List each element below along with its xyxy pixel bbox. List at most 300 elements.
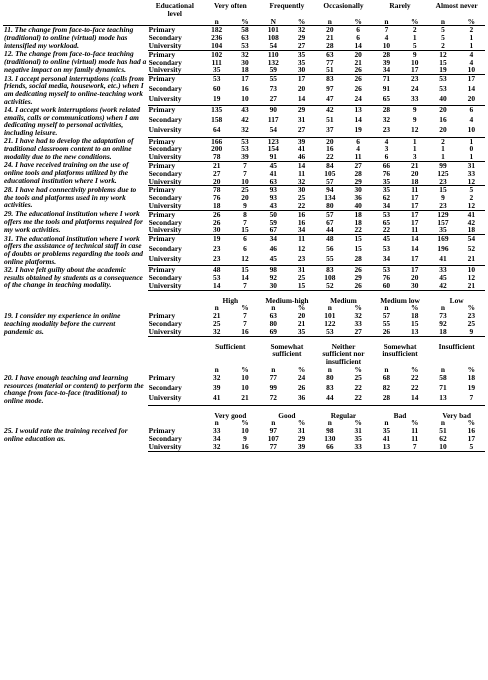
value-cell: 62 <box>382 193 391 203</box>
value-cell: 64 <box>202 126 231 137</box>
value-cell: 27 <box>259 95 288 106</box>
value-cell: 6 <box>372 153 401 161</box>
value-cell: 130 <box>324 433 336 443</box>
value-cell: 53 <box>439 74 447 84</box>
value-cell: 200 <box>211 144 223 154</box>
value-cell: 157 <box>437 217 449 227</box>
value-cell: 10 <box>372 42 401 50</box>
block-category: Very good <box>214 410 247 420</box>
header-sub: n <box>384 418 389 428</box>
value-cell: 7 <box>458 394 485 405</box>
value-cell: 11 <box>401 226 428 234</box>
value-cell: 7 <box>243 311 247 321</box>
value-cell: 236 <box>211 33 223 43</box>
header-empty <box>3 412 148 420</box>
value-cell: 57 <box>326 209 334 219</box>
header-sub: % <box>467 365 476 375</box>
level-label: Secondary <box>148 217 182 227</box>
level-label: Secondary <box>148 244 182 254</box>
value-cell: 57 <box>315 178 344 186</box>
block-category: Neither sufficient nor insufficient <box>322 341 365 367</box>
level-label: Secondary <box>148 144 182 154</box>
header-sub: % <box>354 418 362 428</box>
value-cell: 1 <box>458 153 485 161</box>
value-cell: 10 <box>241 426 249 436</box>
value-cell: 6 <box>356 33 360 43</box>
value-cell: 2 <box>412 25 417 35</box>
value-cell: 7 <box>401 443 428 451</box>
value-cell: 56 <box>326 244 334 254</box>
value-cell: 33 <box>467 168 476 178</box>
value-cell: 21 <box>411 160 419 170</box>
value-cell: 7 <box>384 25 389 35</box>
value-cell: 1 <box>469 136 474 146</box>
block-category: Somewhat sufficient <box>270 341 304 359</box>
level-label: Primary <box>148 265 176 275</box>
value-cell: 14 <box>297 160 306 170</box>
value-cell: 28 <box>382 105 391 115</box>
header-sub: % <box>288 18 315 26</box>
value-cell: 16 <box>297 217 306 227</box>
value-cell: 54 <box>259 42 288 50</box>
value-cell: 39 <box>288 443 315 451</box>
header-sub: n <box>428 18 457 26</box>
header-sub: n <box>202 18 231 26</box>
value-cell: 16 <box>439 115 447 125</box>
value-cell: 17 <box>401 202 428 210</box>
table-row <box>3 2 485 18</box>
value-cell: 59 <box>259 66 288 74</box>
value-cell: 28 <box>354 168 362 178</box>
level-label: Secondary <box>148 168 182 178</box>
question-text: 24. I have received training on the use of online tools and platforms utilized by the educational institution where I work. <box>4 160 129 186</box>
value-cell: 11 <box>411 185 419 195</box>
header-empty <box>3 343 148 366</box>
value-cell: 93 <box>269 193 277 203</box>
value-cell: 16 <box>241 84 249 94</box>
value-cell: 28 <box>315 42 344 50</box>
value-cell: 17 <box>411 217 419 227</box>
value-cell: 12 <box>401 126 428 137</box>
value-cell: 19 <box>428 66 457 74</box>
value-cell: 73 <box>269 84 277 94</box>
header-sub: % <box>241 365 249 375</box>
value-cell: 13 <box>401 328 428 336</box>
value-cell: 44 <box>315 226 344 234</box>
value-cell: 83 <box>326 383 334 393</box>
value-cell: 35 <box>382 185 391 195</box>
value-cell: 10 <box>241 383 249 393</box>
level-label: Primary <box>148 185 176 195</box>
value-cell: 45 <box>269 160 277 170</box>
value-cell: 67 <box>326 217 334 227</box>
level-label: University <box>148 282 202 290</box>
value-cell: 22 <box>411 383 419 393</box>
value-cell: 63 <box>241 33 249 43</box>
value-cell: 30 <box>241 57 249 67</box>
value-cell: 58 <box>439 372 447 382</box>
value-cell: 25 <box>467 319 476 329</box>
value-cell: 1 <box>412 33 417 43</box>
value-cell: 14 <box>354 115 362 125</box>
level-label: University <box>148 42 202 50</box>
value-cell: 37 <box>315 126 344 137</box>
value-cell: 21 <box>458 255 485 266</box>
block-category: Somewhat insufficient <box>382 341 418 359</box>
value-cell: 12 <box>458 202 485 210</box>
value-cell: 55 <box>315 255 344 266</box>
value-cell: 10 <box>467 265 476 275</box>
value-cell: 23 <box>428 178 457 186</box>
value-cell: 27 <box>288 126 315 137</box>
value-cell: 53 <box>382 265 391 275</box>
value-cell: 20 <box>354 49 362 59</box>
value-cell: 21 <box>297 319 306 329</box>
block-category: Medium low <box>380 295 420 305</box>
value-cell: 20 <box>458 95 485 106</box>
value-cell: 51 <box>439 426 447 436</box>
value-cell: 20 <box>411 168 419 178</box>
value-cell: 53 <box>315 328 344 336</box>
value-cell: 15 <box>439 185 447 195</box>
value-cell: 101 <box>324 311 336 321</box>
value-cell: 1 <box>441 144 445 154</box>
value-cell: 18 <box>458 226 485 234</box>
value-cell: 26 <box>354 84 362 94</box>
value-cell: 27 <box>354 160 362 170</box>
value-cell: 17 <box>467 74 476 84</box>
value-cell: 15 <box>354 234 362 244</box>
value-cell: 9 <box>243 433 247 443</box>
value-cell: 42 <box>241 115 249 125</box>
header-sub: % <box>458 18 485 26</box>
header-sub: % <box>297 418 306 428</box>
value-cell: 99 <box>269 383 277 393</box>
header-sub: % <box>241 418 249 428</box>
value-cell: 2 <box>469 25 474 35</box>
header-frequency: Almost never <box>435 1 478 10</box>
header-sub: n <box>214 303 219 313</box>
value-cell: 59 <box>269 217 277 227</box>
header-level: Educational level <box>155 1 194 18</box>
value-cell: 29 <box>354 273 362 283</box>
value-cell: 12 <box>439 49 447 59</box>
value-cell: 13 <box>372 443 401 451</box>
header-frequency: Rarely <box>389 1 411 10</box>
header-sub: n <box>271 365 276 375</box>
level-label: Primary <box>148 136 176 146</box>
value-cell: 76 <box>382 273 391 283</box>
value-cell: 65 <box>382 217 391 227</box>
level-label: University <box>148 153 202 161</box>
value-cell: 23 <box>288 255 315 266</box>
value-cell: 34 <box>288 226 315 234</box>
header-sub: n <box>327 365 332 375</box>
level-label: Secondary <box>148 84 182 94</box>
value-cell: 30 <box>297 185 306 195</box>
value-cell: 60 <box>213 84 221 94</box>
value-cell: 5 <box>469 185 474 195</box>
value-cell: 26 <box>354 74 362 84</box>
header-frequency: Very often <box>213 1 247 10</box>
value-cell: 80 <box>269 319 277 329</box>
header-empty <box>3 2 148 18</box>
value-cell: 122 <box>324 319 336 329</box>
value-cell: 26 <box>213 209 221 219</box>
value-cell: 3 <box>401 153 428 161</box>
value-cell: 32 <box>231 126 258 137</box>
value-cell: 41 <box>269 168 277 178</box>
value-cell: 34 <box>269 234 277 244</box>
level-label: Primary <box>148 209 176 219</box>
value-cell: 17 <box>241 74 249 84</box>
value-cell: 15 <box>288 282 315 290</box>
value-cell: 39 <box>213 383 221 393</box>
value-cell: 2 <box>469 193 474 203</box>
value-cell: 1 <box>428 153 457 161</box>
value-cell: 63 <box>259 178 288 186</box>
value-cell: 23 <box>213 244 221 254</box>
value-cell: 20 <box>428 126 457 137</box>
header-sub: % <box>467 303 476 313</box>
block-category: Medium <box>330 295 357 305</box>
level-label: University <box>148 443 202 451</box>
value-cell: 15 <box>241 265 249 275</box>
value-cell: 9 <box>412 115 417 125</box>
value-cell: 35 <box>354 433 362 443</box>
value-cell: 5 <box>458 443 485 451</box>
value-cell: 41 <box>202 394 231 405</box>
value-cell: 5 <box>441 25 445 35</box>
value-cell: 9 <box>412 49 417 59</box>
value-cell: 32 <box>297 25 306 35</box>
value-cell: 21 <box>326 33 334 43</box>
question-text: 31. The educational institution where I work offers the assistance of technical staff in case of doubts or problems regarding the tools and online platforms. <box>4 233 144 266</box>
header-empty <box>148 412 202 420</box>
value-cell: 32 <box>241 49 249 59</box>
value-cell: 16 <box>326 144 334 154</box>
value-cell: 20 <box>297 311 306 321</box>
value-cell: 45 <box>439 273 447 283</box>
value-cell: 34 <box>372 255 401 266</box>
value-cell: 12 <box>458 178 485 186</box>
value-cell: 53 <box>241 144 249 154</box>
value-cell: 80 <box>326 372 334 382</box>
block-category: High <box>222 295 239 305</box>
value-cell: 4 <box>469 57 474 67</box>
value-cell: 52 <box>315 282 344 290</box>
survey-table <box>3 2 485 452</box>
value-cell: 6 <box>356 136 360 146</box>
header-sub: n <box>214 365 219 375</box>
level-label: Secondary <box>148 57 182 67</box>
value-cell: 42 <box>326 105 334 115</box>
level-label: Secondary <box>148 115 182 125</box>
level-label: Secondary <box>148 273 182 283</box>
value-cell: 1 <box>412 144 417 154</box>
value-cell: 65 <box>372 95 401 106</box>
value-cell: 39 <box>382 57 391 67</box>
value-cell: 23 <box>428 202 457 210</box>
value-cell: 132 <box>267 57 279 67</box>
block-category: Regular <box>330 410 357 420</box>
value-cell: 43 <box>241 105 249 115</box>
value-cell: 10 <box>458 126 485 137</box>
value-cell: 11 <box>411 426 419 436</box>
value-cell: 18 <box>354 209 362 219</box>
value-cell: 123 <box>267 136 279 146</box>
value-cell: 4 <box>356 144 360 154</box>
value-cell: 55 <box>382 319 391 329</box>
value-cell: 7 <box>243 217 247 227</box>
header-sub: n <box>214 418 219 428</box>
value-cell: 30 <box>354 185 362 195</box>
value-cell: 30 <box>259 282 288 290</box>
value-cell: 105 <box>324 168 336 178</box>
value-cell: 19 <box>202 95 231 106</box>
value-cell: 27 <box>345 328 372 336</box>
header-sub: % <box>411 365 419 375</box>
value-cell: 7 <box>243 160 247 170</box>
value-cell: 98 <box>269 265 277 275</box>
value-cell: 92 <box>269 273 277 283</box>
value-cell: 134 <box>324 193 336 203</box>
value-cell: 14 <box>241 273 249 283</box>
value-cell: 17 <box>297 74 306 84</box>
value-cell: 17 <box>411 209 419 219</box>
value-cell: 101 <box>267 25 279 35</box>
value-cell: 30 <box>288 66 315 74</box>
value-cell: 97 <box>326 84 334 94</box>
value-cell: 20 <box>439 105 447 115</box>
question-text: 12. The change from face-to-face teaching (traditional) to online (virtual) mode has had a negative impact on my family dynamics. <box>4 49 147 74</box>
value-cell: 17 <box>401 255 428 266</box>
header-sub: % <box>411 418 419 428</box>
value-cell: 53 <box>382 209 391 219</box>
header-sub: n <box>327 418 332 428</box>
value-cell: 24 <box>297 372 306 382</box>
question-text: 25. I would rate the training received for online education as. <box>4 426 128 443</box>
value-cell: 111 <box>211 57 222 67</box>
value-cell: 67 <box>259 226 288 234</box>
value-cell: 22 <box>372 226 401 234</box>
header-empty <box>148 343 202 366</box>
value-cell: 14 <box>411 244 419 254</box>
header-sub: n <box>372 18 401 26</box>
value-cell: 73 <box>439 311 447 321</box>
value-cell: 31 <box>467 160 476 170</box>
value-cell: 6 <box>356 25 360 35</box>
header-sub: % <box>297 365 306 375</box>
value-cell: 53 <box>213 273 221 283</box>
value-cell: 26 <box>297 383 306 393</box>
value-cell: 48 <box>213 265 221 275</box>
question-text: 19. I consider my experience in online teaching modality before the current pandemic as. <box>4 311 121 336</box>
value-cell: 91 <box>382 84 391 94</box>
value-cell: 16 <box>467 426 476 436</box>
value-cell: 196 <box>437 244 449 254</box>
value-cell: 26 <box>345 282 372 290</box>
value-cell: 63 <box>326 49 334 59</box>
block-category: Insufficient <box>438 341 475 351</box>
value-cell: 35 <box>202 66 231 74</box>
value-cell: 33 <box>354 319 362 329</box>
value-cell: 20 <box>411 273 419 283</box>
value-cell: 5 <box>441 33 445 43</box>
value-cell: 46 <box>269 244 277 254</box>
value-cell: 15 <box>231 226 258 234</box>
value-cell: 35 <box>382 426 391 436</box>
value-cell: 17 <box>401 66 428 74</box>
value-cell: 15 <box>411 319 419 329</box>
value-cell: 15 <box>354 244 362 254</box>
value-cell: 29 <box>297 105 306 115</box>
value-cell: 36 <box>288 394 315 405</box>
value-cell: 4 <box>469 49 474 59</box>
level-label: University <box>148 126 202 137</box>
value-cell: 51 <box>315 66 344 74</box>
value-cell: 76 <box>382 168 391 178</box>
value-cell: 21 <box>213 311 221 321</box>
value-cell: 68 <box>382 372 391 382</box>
value-cell: 32 <box>382 115 391 125</box>
value-cell: 182 <box>211 25 223 35</box>
value-cell: 45 <box>259 255 288 266</box>
header-sub: % <box>411 303 419 313</box>
value-cell: 35 <box>297 57 306 67</box>
value-cell: 20 <box>297 84 306 94</box>
value-cell: 84 <box>326 160 334 170</box>
value-cell: 12 <box>297 244 306 254</box>
value-cell: 53 <box>382 244 391 254</box>
value-cell: 13 <box>428 394 457 405</box>
value-cell: 6 <box>243 234 247 244</box>
level-label: Primary <box>148 311 176 321</box>
value-cell: 18 <box>411 311 419 321</box>
level-label: Primary <box>148 74 176 84</box>
value-cell: 80 <box>315 202 344 210</box>
value-cell: 26 <box>372 328 401 336</box>
value-cell: 34 <box>372 202 401 210</box>
value-cell: 34 <box>213 433 221 443</box>
value-cell: 32 <box>202 443 231 451</box>
value-cell: 11 <box>298 234 306 244</box>
question-text: 29. The educational institution where I work offers me the tools and platforms required for my work activities. <box>4 209 143 234</box>
value-cell: 107 <box>267 433 279 443</box>
level-label: University <box>148 178 202 186</box>
value-cell: 8 <box>243 209 247 219</box>
value-cell: 18 <box>467 372 476 382</box>
value-cell: 52 <box>467 244 476 254</box>
value-cell: 18 <box>202 202 231 210</box>
value-cell: 14 <box>411 234 419 244</box>
block-category: Bad <box>393 410 407 420</box>
value-cell: 28 <box>382 49 391 59</box>
value-cell: 71 <box>382 74 391 84</box>
header-sub: % <box>354 365 362 375</box>
value-cell: 18 <box>354 217 362 227</box>
value-cell: 47 <box>315 95 344 106</box>
value-cell: 39 <box>297 136 306 146</box>
value-cell: 4 <box>469 115 474 125</box>
header-sub: n <box>271 303 276 313</box>
header-sub: N <box>259 18 288 26</box>
value-cell: 10 <box>241 372 249 382</box>
value-cell: 108 <box>324 273 336 283</box>
value-cell: 24 <box>411 84 419 94</box>
level-label: Primary <box>148 234 176 244</box>
value-cell: 29 <box>297 433 306 443</box>
